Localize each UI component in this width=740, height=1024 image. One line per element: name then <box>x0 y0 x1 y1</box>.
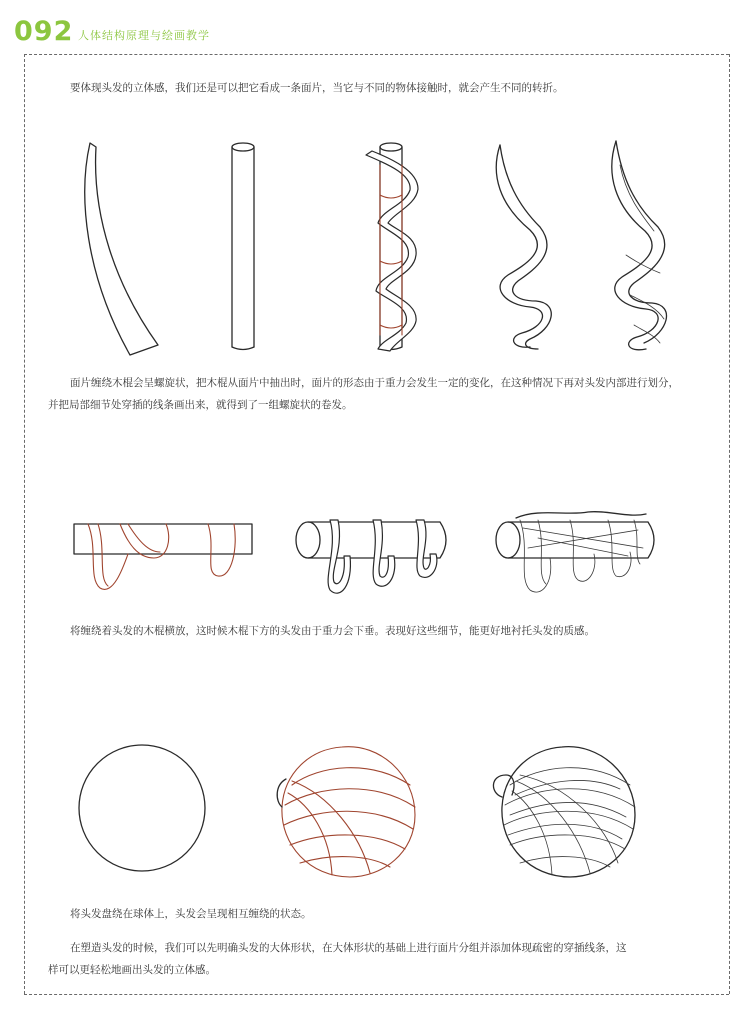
plain-sphere-sketch <box>79 745 205 871</box>
intro-paragraph <box>48 77 700 99</box>
sphere-guide-sketch <box>277 747 415 877</box>
horizontal-stick-illustration-row <box>68 508 668 608</box>
frame-top-border <box>24 54 729 55</box>
loose-curl-sketch <box>496 145 551 349</box>
horizontal-line: 将缠绕着头发的木棍横放，这时候木棍下方的头发由于重力会下垂。表现好这些细节，能更好地衬托头发的质感。 <box>70 625 595 637</box>
wrapped-stick-sketch <box>366 143 418 351</box>
book-title: 人体结构原理与绘画教学 <box>78 29 210 42</box>
sphere-hair-sketch <box>493 747 635 877</box>
spiral-paragraph <box>48 372 700 416</box>
frame-bottom-border <box>24 994 729 995</box>
horizontal-stick-guide-sketch <box>74 524 252 589</box>
horizontal-paragraph <box>48 620 700 642</box>
flat-ribbon-sketch <box>85 143 158 355</box>
stick-sketch <box>232 143 254 350</box>
page-number: 092 <box>14 16 74 47</box>
horizontal-stick-hair-sketch <box>496 512 654 592</box>
spiral-curl-illustration-row <box>60 135 700 365</box>
spiral-line-2: 并把局部细节处穿插的线条画出来，就得到了一组螺旋状的卷发。 <box>48 399 353 411</box>
sphere-illustration-row <box>70 745 670 885</box>
sphere-paragraph <box>48 903 700 925</box>
intro-line: 要体现头发的立体感，我们还是可以把它看成一条面片，当它与不同的物体接触时，就会产生不同的转折。 <box>70 82 564 94</box>
summary-line-1: 在塑造头发的时候，我们可以先明确头发的大体形状，在大体形状的基础上进行面片分组并添加体现疏密的穿插线条，这 <box>70 942 627 954</box>
summary-line-2: 样可以更轻松地画出头发的立体感。 <box>48 964 216 976</box>
spiral-line-1: 面片缠绕木棍会呈螺旋状，把木棍从面片中抽出时，面片的形态由于重力会发生一定的变化，在这种情况下再对头发内部进行划分， <box>70 377 679 389</box>
detailed-curl-sketch <box>612 141 667 350</box>
summary-paragraph <box>48 937 700 981</box>
sphere-line: 将头发盘绕在球体上，头发会呈现相互缠绕的状态。 <box>70 908 312 920</box>
horizontal-stick-ribbon-sketch <box>296 520 446 593</box>
